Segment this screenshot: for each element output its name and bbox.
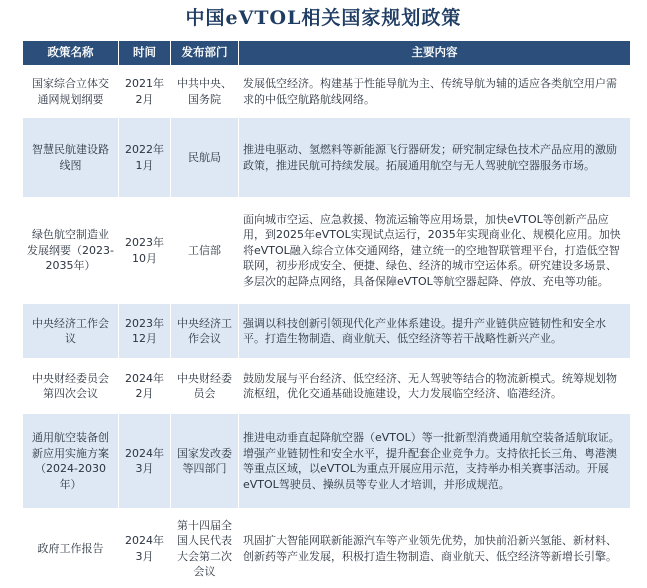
policy-name-cell: 政府工作报告 xyxy=(23,509,119,588)
column-header-time: 时间 xyxy=(119,41,171,66)
policy-dept-cell: 民航局 xyxy=(171,118,239,198)
table-row xyxy=(23,509,631,588)
policy-dept-cell: 第十四届全国人民代表大会第二次会议 xyxy=(171,509,239,588)
policy-time-cell: 2021年2月 xyxy=(119,66,171,118)
policy-content-cell: 发展低空经济。构建基于性能导航为主、传统导航为辅的适应各类航空用户需求的中低空航路航线网络。 xyxy=(239,66,631,118)
column-header-content: 主要内容 xyxy=(239,41,631,66)
policy-name-cell: 智慧民航建设路线图 xyxy=(23,118,119,198)
table-row xyxy=(23,359,631,414)
policy-name-cell: 中央财经委员会第四次会议 xyxy=(23,359,119,414)
policy-content-cell: 推进电驱动、氢燃料等新能源飞行器研发；研究制定绿色技术产品应用的激励政策，推进民航可持续发展。拓展通用航空与无人驾驶航空器服务市场。 xyxy=(239,118,631,198)
policy-time-cell: 2024年2月 xyxy=(119,359,171,414)
table-row xyxy=(23,66,631,118)
policy-time-cell: 2024年3月 xyxy=(119,509,171,588)
table-row xyxy=(23,304,631,359)
policy-content-cell: 鼓励发展与平台经济、低空经济、无人驾驶等结合的物流新模式。统筹规划物流枢纽，优化交通基础设施建设，大力发展临空经济、临港经济。 xyxy=(239,359,631,414)
policy-content-cell: 强调以科技创新引领现代化产业体系建设。提升产业链供应链韧性和安全水平。打造生物制造、商业航天、低空经济等若干战略性新兴产业。 xyxy=(239,304,631,359)
policy-dept-cell: 国家发改委等四部门 xyxy=(171,414,239,509)
policy-time-cell: 2023年12月 xyxy=(119,304,171,359)
policy-time-cell: 2024年3月 xyxy=(119,414,171,509)
table-row xyxy=(23,414,631,509)
policy-name-cell: 中央经济工作会议 xyxy=(23,304,119,359)
policy-name-cell: 绿色航空制造业发展纲要（2023-2035年） xyxy=(23,198,119,304)
policy-dept-cell: 工信部 xyxy=(171,198,239,304)
policy-dept-cell: 中央经济工作会议 xyxy=(171,304,239,359)
policy-content-cell: 巩固扩大智能网联新能源汽车等产业领先优势，加快前沿新兴氢能、新材料、创新药等产业发展，积极打造生物制造、商业航天、低空经济等新增长引擎。 xyxy=(239,509,631,588)
table-header-row xyxy=(23,41,631,66)
table-row xyxy=(23,198,631,304)
column-header-dept: 发布部门 xyxy=(171,41,239,66)
policy-content-cell: 推进电动垂直起降航空器（eVTOL）等一批新型消费通用航空装备适航取证。增强产业链韧性和安全水平，提升配套企业竞争力。支持依托长三角、粤港澳等重点区域，以eVTOL为重点开展应用示范，支持举办相关赛事活动。开展eVTOL驾驶员、操纵员等专业人才培训，并形成规范。 xyxy=(239,414,631,509)
table-row xyxy=(23,118,631,198)
policy-content-cell: 面向城市空运、应急救援、物流运输等应用场景，加快eVTOL等创新产品应用，到2025年eVTOL实现试点运行，2035年实现商业化、规模化应用。加快将eVTOL融入综合立体交通网络，建立统一的空地智联管理平台，打造低空智联网，初步形成安全、便捷、绿色、经济的城市空运体系。研究建设多场景、多层次的起降点网络，具备保障eVTOL等航空器起降、停放、充电等功能。 xyxy=(239,198,631,304)
policy-dept-cell: 中共中央、国务院 xyxy=(171,66,239,118)
policy-time-cell: 2023年10月 xyxy=(119,198,171,304)
column-header-name: 政策名称 xyxy=(23,41,119,66)
policy-name-cell: 通用航空装备创新应用实施方案（2024-2030年） xyxy=(23,414,119,509)
policy-name-cell: 国家综合立体交通网规划纲要 xyxy=(23,66,119,118)
policy-table xyxy=(22,40,631,588)
policy-time-cell: 2022年1月 xyxy=(119,118,171,198)
policy-dept-cell: 中央财经委员会 xyxy=(171,359,239,414)
page-title: 中国eVTOL相关国家规划政策 xyxy=(185,7,462,29)
